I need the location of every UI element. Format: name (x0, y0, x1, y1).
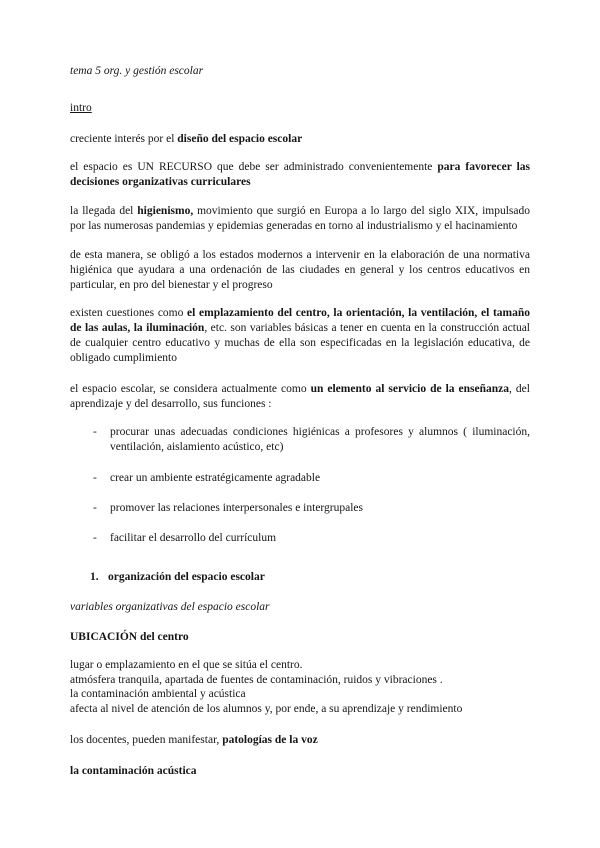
text-run: existen cuestiones como (70, 307, 188, 319)
text-run: creciente interés por el (70, 133, 178, 145)
bullet-item-text: procurar unas adecuadas condiciones higiénicas a profesores y alumnos ( iluminación, ventilación, aislamiento acústico, etc) (110, 426, 530, 453)
ubicacion-detail-lines (70, 658, 530, 716)
section-heading-text: organización del espacio escolar (108, 571, 265, 583)
heading-contaminacion-acustica: la contaminación acústica (70, 765, 197, 777)
text-run: , etc. son variables básicas a tener en cuenta en la construcción actual de cualquier centro educativo y muchas de ella son especificadas en la legislación educativa, de obligado cumplimiento (70, 322, 530, 364)
section-heading-organizacion (90, 570, 530, 585)
text-run-bold: diseño del espacio escolar (177, 133, 303, 145)
bullet-item-text: facilitar el desarrollo del currículum (110, 532, 277, 544)
paragraph-docentes (70, 733, 530, 748)
paragraph-elemento-servicio (70, 382, 530, 412)
bullet-item (93, 471, 530, 486)
text-run-bold: higienismo, (137, 205, 194, 217)
paragraph-higienismo (70, 204, 530, 234)
detail-line: la contaminación ambiental y acústica (70, 688, 246, 700)
bullet-item-text: crear un ambiente estratégicamente agradable (110, 472, 321, 484)
text-run: los docentes, pueden manifestar, (70, 734, 223, 746)
intro-heading (70, 101, 530, 116)
dash-bullet-marker: - (93, 532, 97, 544)
paragraph-espacio-recurso (70, 160, 530, 190)
paragraph-creciente-interes (70, 132, 530, 147)
subtitle-variables-organizativas: variables organizativas del espacio escolar (70, 601, 270, 613)
doc-title-line: tema 5 org. y gestión escolar (70, 65, 204, 77)
detail-line: afecta al nivel de atención de los alumnos y, por ende, a su aprendizaje y rendimiento (70, 702, 463, 715)
section-number: 1. (90, 571, 99, 583)
bullet-item (93, 531, 530, 546)
text-run-bold: patologías de la voz (222, 734, 318, 746)
text-run-bold: para favorecer las decisiones organizativas curriculares (70, 161, 531, 188)
functions-bullet-list (70, 425, 530, 546)
heading-ubicacion-centro: UBICACIÓN del centro (70, 631, 189, 643)
text-run: el espacio escolar, se considera actualmente como (70, 383, 311, 395)
bullet-item-text: promover las relaciones interpersonales e intergrupales (110, 502, 364, 514)
text-run: la llegada del (70, 205, 138, 217)
text-run-bold: el emplazamiento del centro, la orientación, la ventilación, el tamaño de las aulas, la iluminación (70, 307, 530, 334)
bullet-item (93, 501, 530, 516)
bullet-item (93, 425, 530, 455)
paragraph-estados-modernos: de esta manera, se obligó a los estados modernos a intervenir en la elaboración de una normativa higiénica que ayudara a una ordenación de las ciudades en general y los centros educativos en particular, en pro del bienestar y el progreso (70, 249, 530, 291)
paragraph-cuestiones (70, 306, 530, 366)
dash-bullet-marker: - (93, 472, 97, 484)
dash-bullet-marker: - (93, 502, 97, 514)
text-run: , del aprendizaje y del desarrollo, sus funciones : (70, 383, 530, 410)
text-run: movimiento que surgió en Europa a lo largo del siglo XIX, impulsado por las numerosas pandemias y epidemias generadas en torno al industrialismo y el hacinamiento (70, 205, 530, 232)
text-run-bold: un elemento al servicio de la enseñanza (310, 383, 510, 395)
intro-heading-text: intro (70, 102, 92, 114)
text-run: el espacio es UN RECURSO que debe ser administrado convenientemente (70, 161, 438, 173)
dash-bullet-marker: - (93, 426, 97, 438)
detail-line: lugar o emplazamiento en el que se sitúa el centro. (70, 659, 303, 671)
detail-line: atmósfera tranquila, apartada de fuentes de contaminación, ruidos y vibraciones . (70, 673, 443, 686)
